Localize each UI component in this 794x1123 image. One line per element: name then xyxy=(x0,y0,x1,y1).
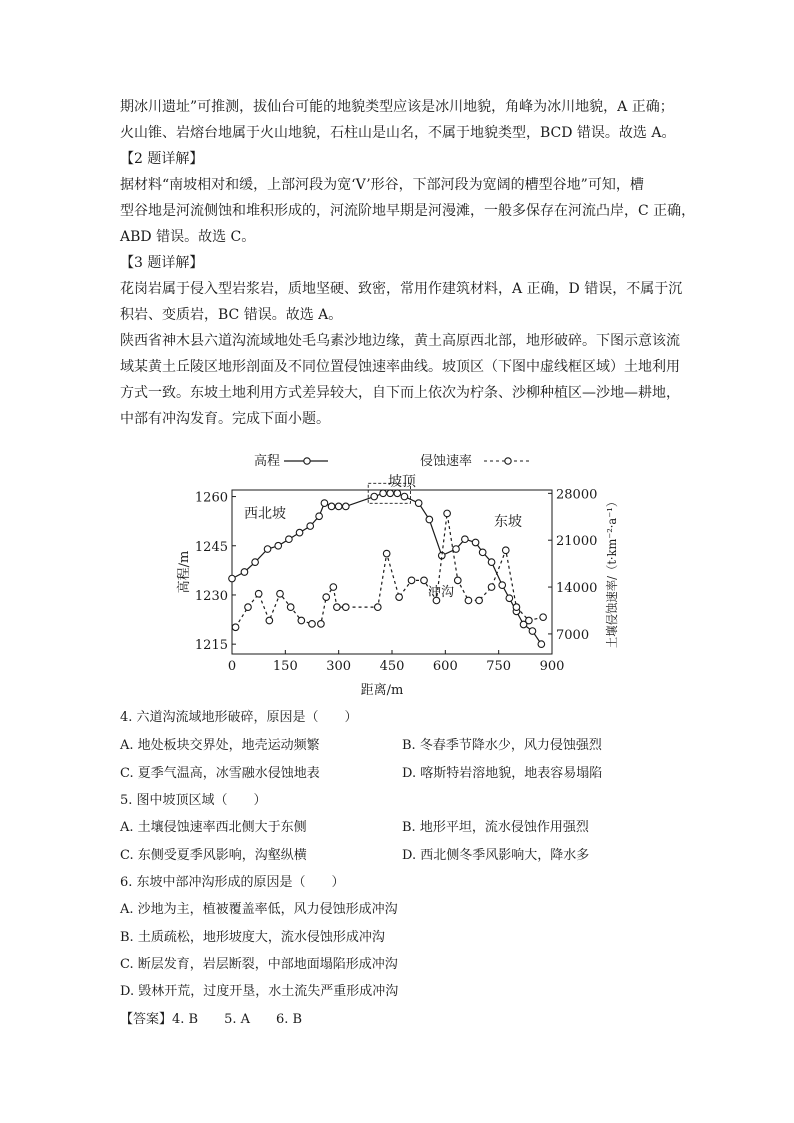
data-point-erosion xyxy=(334,604,341,611)
data-point-elevation xyxy=(401,493,408,500)
section-heading: 【2 题详解】 xyxy=(120,151,204,167)
question-6-option-b: B. 土质疏松，地形坡度大，流水侵蚀形成冲沟 xyxy=(120,930,385,945)
paragraph-line: 中部有冲沟发育。完成下面小题。 xyxy=(120,411,330,427)
data-point-erosion xyxy=(454,577,461,584)
x-tick-label: 300 xyxy=(326,659,352,674)
y-left-tick-label: 1215 xyxy=(194,638,228,654)
question-5-option-b: B. 地形平坦，流水侵蚀作用强烈 xyxy=(402,820,589,835)
y-right-tick-label: 7000 xyxy=(556,627,590,643)
data-point-erosion xyxy=(396,594,403,601)
data-point-erosion xyxy=(502,547,509,554)
y-axis-label-right: 土壤侵蚀速率/（t·km⁻²·a⁻¹） xyxy=(604,495,620,649)
x-axis-label: 距离/m xyxy=(360,683,404,698)
y-left-tick-label: 1230 xyxy=(194,588,228,604)
paragraph-line: 域某黄土丘陵区地形剖面及不同位置侵蚀速率曲线。坡顶区（下图中虚线框区域）土地利用 xyxy=(120,359,680,375)
data-point-erosion xyxy=(277,590,284,597)
annotation-gully: 冲沟 xyxy=(428,585,455,600)
data-point-erosion xyxy=(330,584,337,591)
question-5: 5. 图中坡顶区域（ ） xyxy=(120,793,267,808)
series-line-erosion xyxy=(236,513,543,627)
y-left-tick-label: 1260 xyxy=(194,490,228,506)
data-point-erosion xyxy=(323,594,330,601)
data-point-erosion xyxy=(342,604,349,611)
data-point-erosion xyxy=(318,621,325,628)
question-6: 6. 东坡中部冲沟形成的原因是（ ） xyxy=(120,875,345,890)
data-point-elevation xyxy=(286,536,293,543)
question-4-option-c: C. 夏季气温高，冰雪融水侵蚀地表 xyxy=(120,766,320,781)
data-point-elevation xyxy=(387,490,394,497)
terrain-erosion-chart xyxy=(170,444,620,702)
data-point-elevation xyxy=(538,641,545,648)
question-5-option-a: A. 土壤侵蚀速率西北侧大于东侧 xyxy=(120,820,307,835)
data-point-elevation xyxy=(479,549,486,556)
data-point-elevation xyxy=(316,513,323,520)
legend-marker-elevation xyxy=(304,458,310,464)
data-point-erosion xyxy=(526,617,533,624)
data-point-elevation xyxy=(415,500,422,507)
data-point-elevation xyxy=(252,559,259,566)
data-point-erosion xyxy=(465,597,472,604)
data-point-elevation xyxy=(529,628,536,635)
paragraph-line: 陕西省神木县六道沟流域地处毛乌素沙地边缘，黄土高原西北部，地形破碎。下图示意该流 xyxy=(120,333,680,349)
x-tick-label: 450 xyxy=(379,659,405,674)
data-point-erosion xyxy=(298,617,305,624)
data-point-erosion xyxy=(421,577,428,584)
data-point-elevation xyxy=(264,546,271,553)
data-point-erosion xyxy=(245,604,252,611)
data-point-erosion xyxy=(309,621,316,628)
data-point-elevation xyxy=(342,503,349,510)
data-point-elevation xyxy=(275,542,282,549)
data-point-elevation xyxy=(426,516,433,523)
data-point-elevation xyxy=(488,559,495,566)
data-point-elevation xyxy=(241,569,248,576)
paragraph-line: 期冰川遗址”可推测，拔仙台可能的地貌类型应该是冰川地貌，角峰为冰川地貌，A 正确； xyxy=(120,99,674,115)
data-point-erosion xyxy=(266,617,273,624)
annotation-east-slope: 东坡 xyxy=(494,514,522,530)
question-4-option-d: D. 喀斯特岩溶地貌，地表容易塌陷 xyxy=(402,766,603,781)
data-point-elevation xyxy=(321,500,328,507)
question-4-option-a: A. 地处板块交界处，地壳运动频繁 xyxy=(120,738,320,753)
data-point-erosion xyxy=(408,577,415,584)
answer-line: 【答案】4. B 5. A 6. B xyxy=(120,1012,303,1027)
data-point-erosion xyxy=(232,624,239,631)
question-6-option-d: D. 毁林开荒，过度开垦，水土流失严重形成冲沟 xyxy=(120,984,399,999)
question-6-option-a: A. 沙地为主，植被覆盖率低，风力侵蚀形成冲沟 xyxy=(120,902,398,917)
question-4-option-b: B. 冬春季节降水少，风力侵蚀强烈 xyxy=(402,738,602,753)
legend-label-erosion: 侵蚀速率 xyxy=(420,454,473,469)
legend-label-elevation: 高程 xyxy=(254,454,281,469)
paragraph-line: 火山锥、岩熔台地属于火山地貌，石柱山是山名，不属于地貌类型，BCD 错误。故选 A。 xyxy=(120,125,676,141)
data-point-elevation xyxy=(371,493,378,500)
paragraph-line: 据材料“南坡相对和缓，上部河段为宽‘V’形谷，下部河段为宽阔的槽型谷地”可知，槽 xyxy=(120,177,644,193)
question-6-option-c: C. 断层发育，岩层断裂，中部地面塌陷形成冲沟 xyxy=(120,957,398,972)
annotation-northwest-slope: 西北坡 xyxy=(244,506,286,522)
paragraph-line: 型谷地是河流侧蚀和堆积形成的，河流阶地早期是河漫滩，一般多保存在河流凸岸，C 正确， xyxy=(120,203,696,219)
data-point-erosion xyxy=(287,604,294,611)
data-point-erosion xyxy=(383,550,390,557)
data-point-erosion xyxy=(476,597,483,604)
section-heading: 【3 题详解】 xyxy=(120,255,204,271)
paragraph-line: 方式一致。东坡土地利用方式差异较大，自下而上依次为柠条、沙柳种植区—沙地—耕地， xyxy=(120,385,680,401)
data-point-erosion xyxy=(540,614,547,621)
x-tick-label: 900 xyxy=(539,659,565,674)
data-point-elevation xyxy=(307,523,314,530)
data-point-elevation xyxy=(462,536,469,543)
data-point-erosion xyxy=(488,584,495,591)
y-axis-label-left: 高程/m xyxy=(177,550,192,594)
y-left-tick-label: 1245 xyxy=(194,539,228,555)
data-point-erosion xyxy=(374,604,381,611)
data-point-erosion xyxy=(444,510,451,517)
paragraph-line: ABD 错误。故选 C。 xyxy=(120,229,256,245)
data-point-elevation xyxy=(335,503,342,510)
data-point-elevation xyxy=(506,595,513,602)
data-point-elevation xyxy=(296,529,303,536)
x-tick-label: 0 xyxy=(227,659,237,674)
data-point-elevation xyxy=(499,582,506,589)
data-point-erosion xyxy=(255,590,262,597)
legend-marker-erosion xyxy=(505,458,511,464)
y-right-tick-label: 21000 xyxy=(556,534,598,550)
data-point-elevation xyxy=(394,490,401,497)
question-4: 4. 六道沟流域地形破碎，原因是（ ） xyxy=(120,710,358,725)
paragraph-line: 花岗岩属于侵入型岩浆岩，质地坚硬、致密，常用作建筑材料，A 正确，D 错误，不属于沉 xyxy=(120,281,683,297)
chart-legend xyxy=(254,453,532,469)
data-point-elevation xyxy=(472,539,479,546)
question-5-option-c: C. 东侧受夏季风影响，沟壑纵横 xyxy=(120,848,307,863)
paragraph-line: 积岩、变质岩，BC 错误。故选 A。 xyxy=(120,307,343,323)
y-right-tick-label: 14000 xyxy=(556,581,598,597)
data-point-erosion xyxy=(513,604,520,611)
data-point-elevation xyxy=(380,490,387,497)
data-point-elevation xyxy=(229,575,236,582)
x-tick-label: 150 xyxy=(272,659,298,674)
x-tick-label: 600 xyxy=(432,659,458,674)
x-tick-label: 750 xyxy=(486,659,512,674)
data-point-elevation xyxy=(328,503,335,510)
annotation-summit: 坡顶 xyxy=(388,474,416,490)
question-5-option-d: D. 西北侧冬季风影响大，降水多 xyxy=(402,848,590,863)
y-right-tick-label: 28000 xyxy=(556,487,598,503)
